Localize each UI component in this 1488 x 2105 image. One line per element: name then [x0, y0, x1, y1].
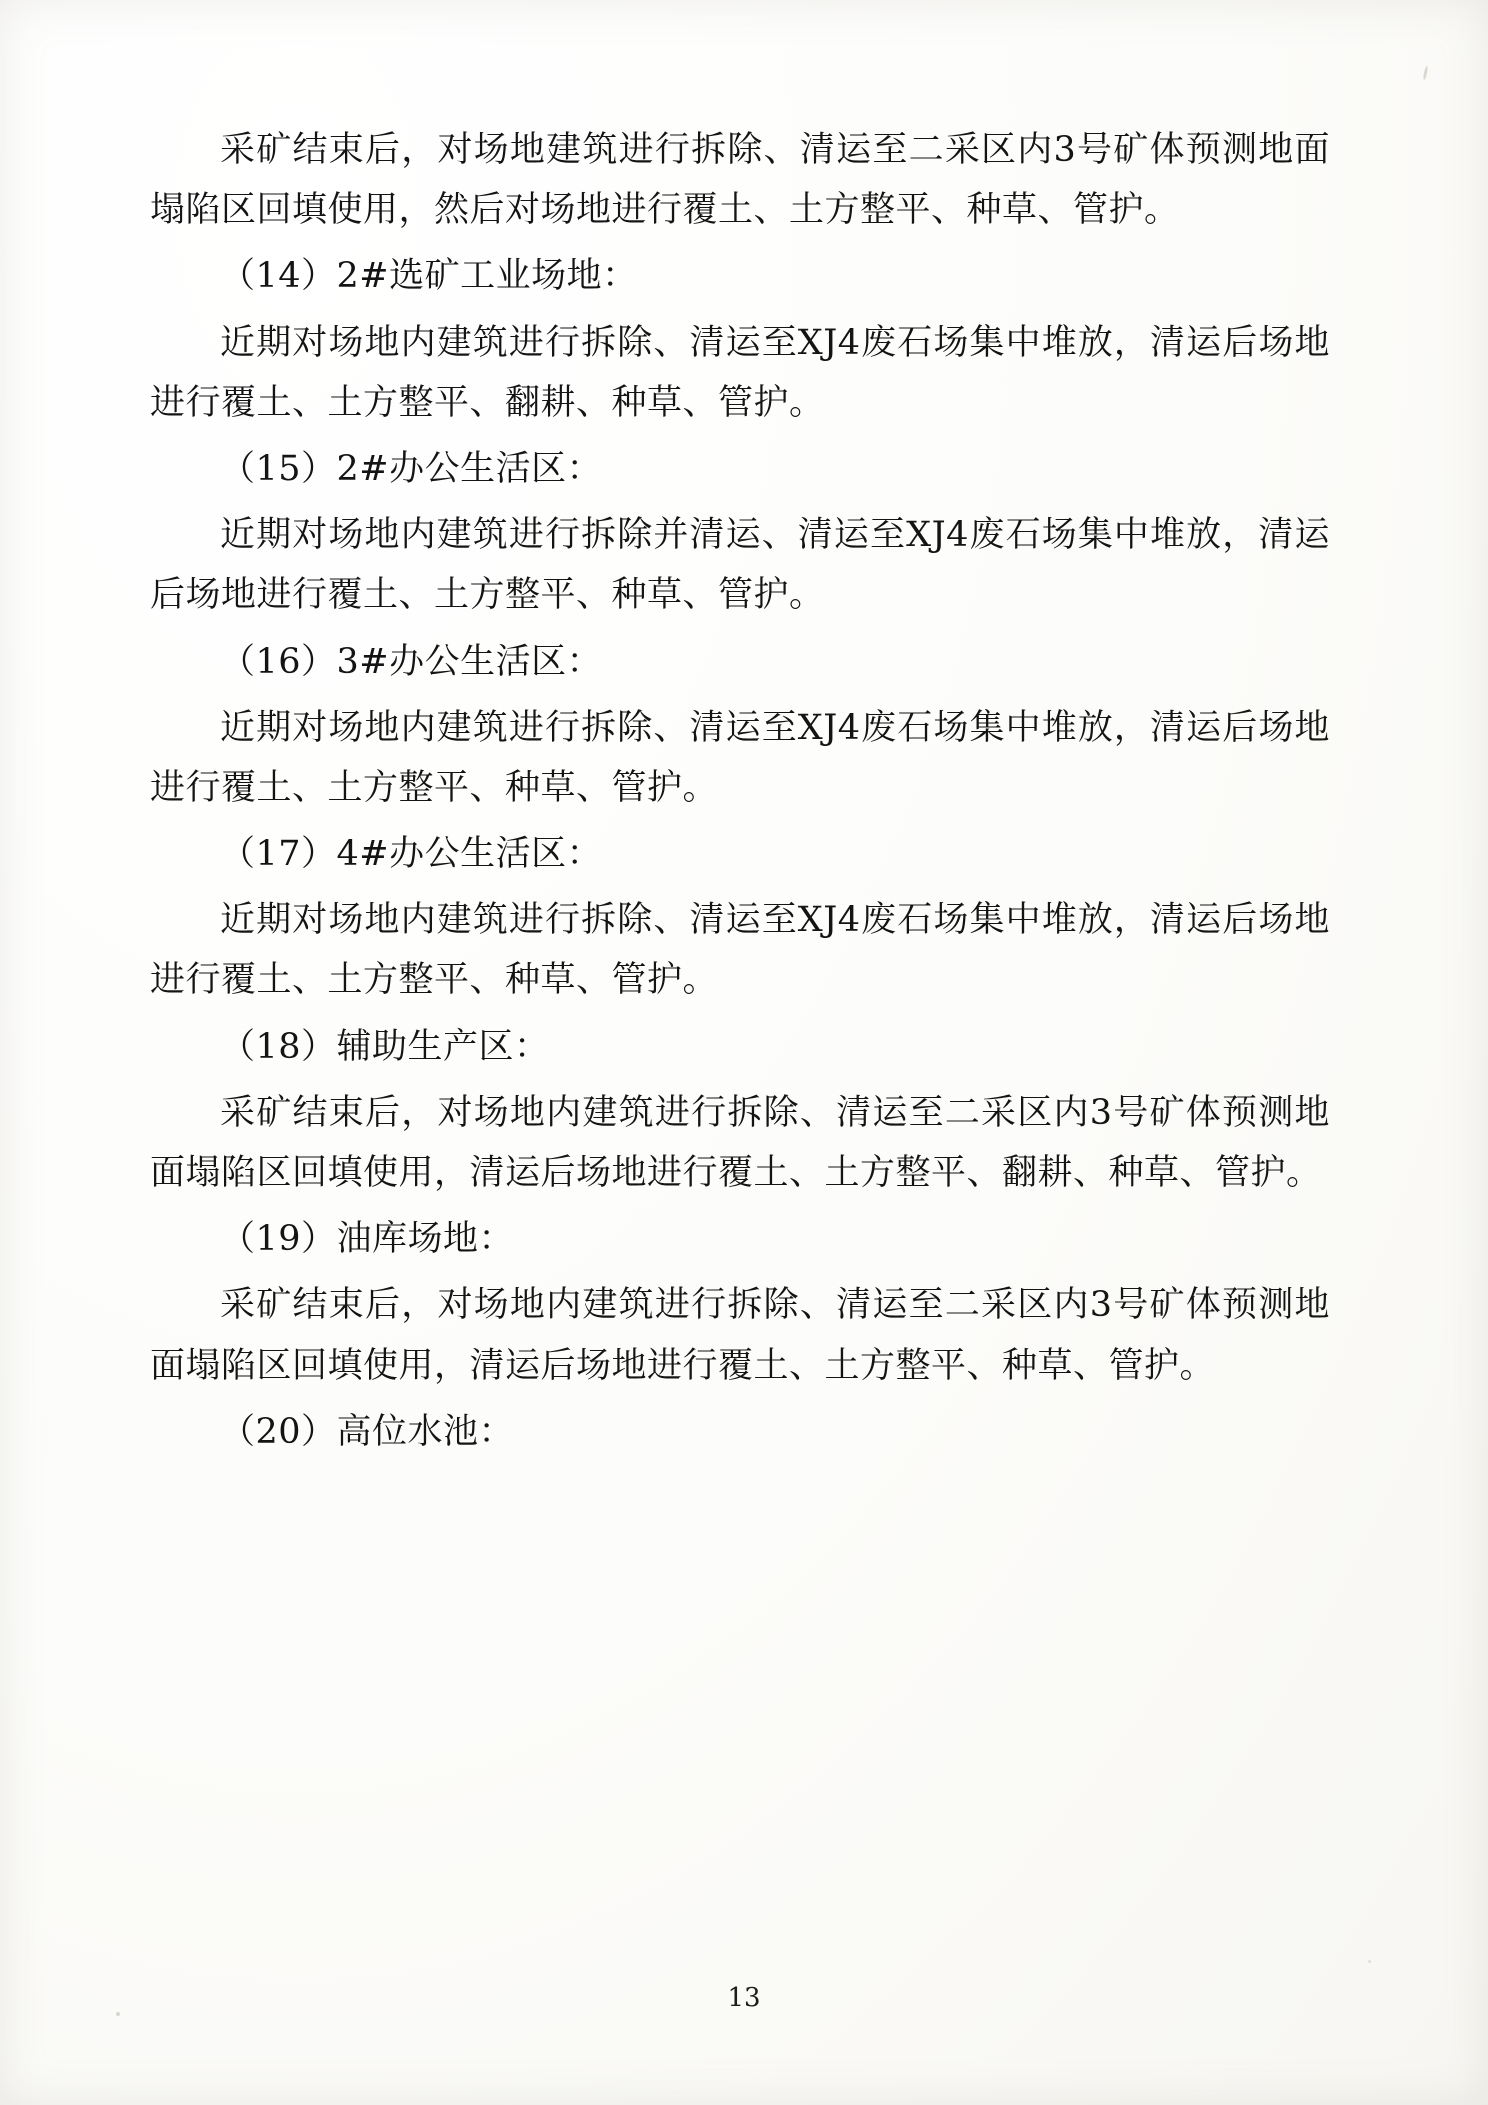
paragraph: 近期对场地内建筑进行拆除、清运至XJ4废石场集中堆放，清运后场地进行覆土、土方整平、种草、管护。 — [150, 707, 1330, 808]
paragraph: 近期对场地内建筑进行拆除、清运至XJ4废石场集中堆放，清运后场地进行覆土、土方整平、翻耕、种草、管护。 — [150, 322, 1330, 423]
document-body — [150, 120, 1330, 1462]
paragraph: 采矿结束后，对场地内建筑进行拆除、清运至二采区内3号矿体预测地面塌陷区回填使用，清运后场地进行覆土、土方整平、种草、管护。 — [150, 1285, 1330, 1386]
paragraph: 采矿结束后，对场地建筑进行拆除、清运至二采区内3号矿体预测地面塌陷区回填使用，然后对场地进行覆土、土方整平、种草、管护。 — [150, 130, 1330, 231]
paragraph: 近期对场地内建筑进行拆除并清运、清运至XJ4废石场集中堆放，清运后场地进行覆土、土方整平、种草、管护。 — [150, 515, 1330, 616]
scan-speck-icon — [1423, 66, 1429, 80]
page-number: 13 — [727, 1983, 761, 2013]
paragraph: 近期对场地内建筑进行拆除、清运至XJ4废石场集中堆放，清运后场地进行覆土、土方整平、种草、管护。 — [150, 900, 1330, 1001]
section-heading: （18）辅助生产区： — [220, 1026, 550, 1067]
section-heading: （19）油库场地： — [220, 1219, 515, 1260]
section-heading: （20）高位水池： — [220, 1411, 515, 1452]
scan-speck-icon — [1368, 1960, 1371, 1963]
section-heading: （17）4#办公生活区： — [220, 834, 603, 875]
section-heading: （15）2#办公生活区： — [220, 448, 603, 489]
section-heading: （14）2#选矿工业场地： — [220, 256, 638, 297]
section-heading: （16）3#办公生活区： — [220, 641, 603, 682]
page-content — [150, 120, 1330, 1468]
paragraph: 采矿结束后，对场地内建筑进行拆除、清运至二采区内3号矿体预测地面塌陷区回填使用，清运后场地进行覆土、土方整平、翻耕、种草、管护。 — [150, 1092, 1330, 1193]
